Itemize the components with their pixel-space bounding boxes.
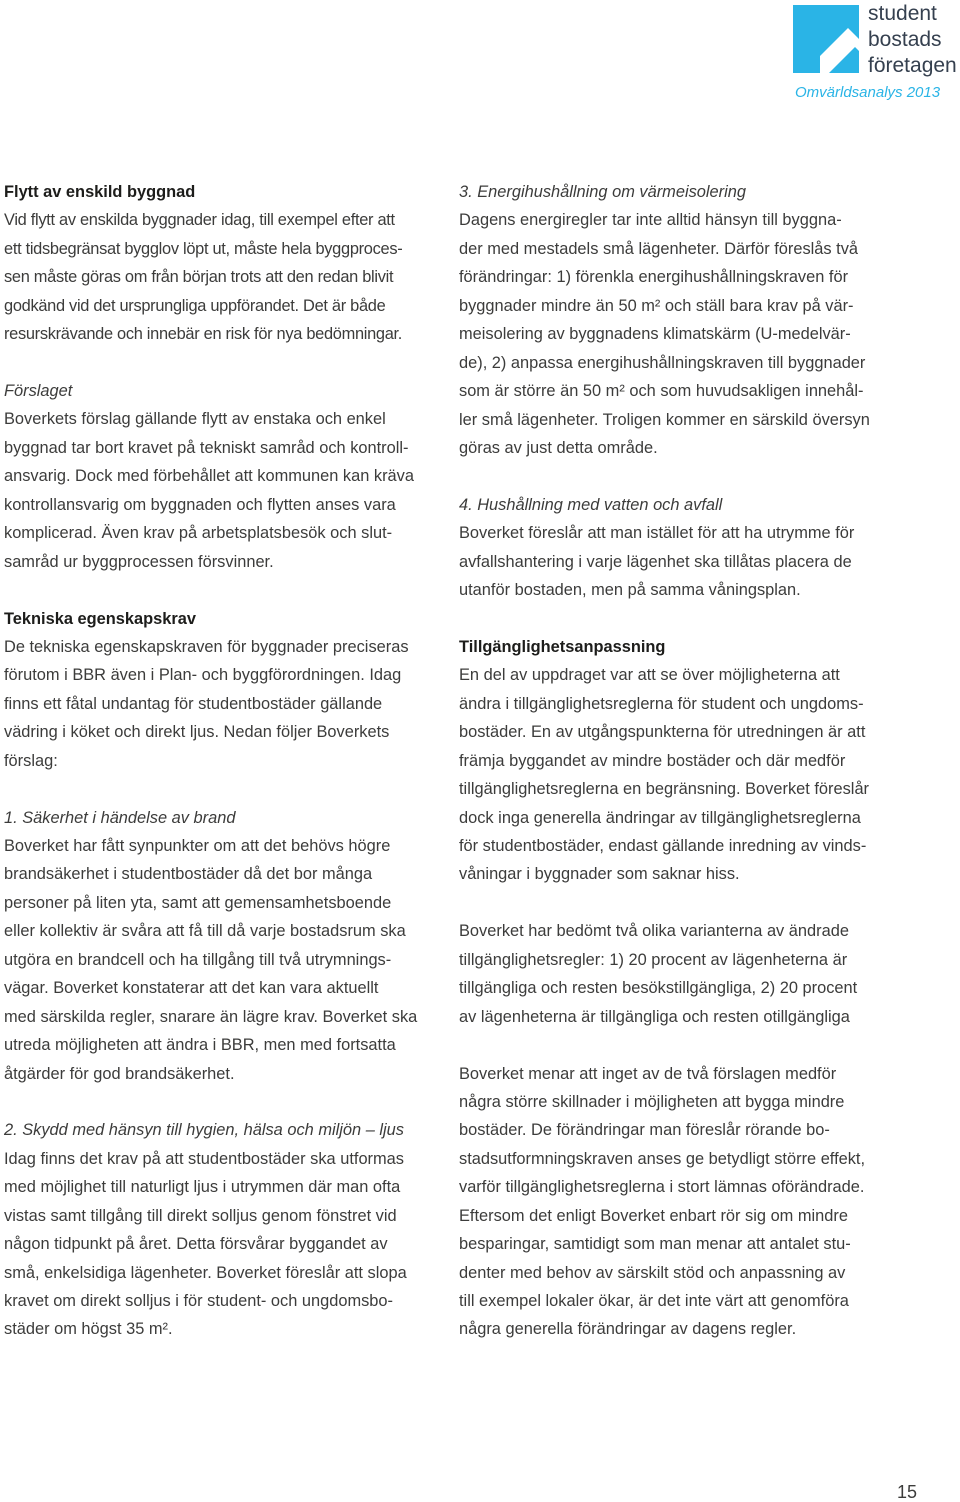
- body-text-line: godkänd vid det ursprungliga uppförandet. Det är både: [4, 296, 386, 315]
- body-text-line: någon tidpunkt på året. Detta försvårar byggandet av: [4, 1235, 388, 1254]
- body-text-line: Eftersom det enligt Boverket enbart rör sig om mindre: [459, 1206, 848, 1225]
- body-text-line: små, enkelsidiga lägenheter. Boverket föreslår att slopa: [4, 1263, 407, 1282]
- body-text-line: eller kollektiv är svåra att få till då varje bostadsrum ska: [4, 922, 406, 941]
- body-text-line: Idag finns det krav på att studentbostäder ska utformas: [4, 1149, 404, 1168]
- logo-shape: [829, 47, 859, 73]
- body-text-line: komplicerad. Även krav på arbetsplatsbesök och slut-: [4, 524, 393, 543]
- body-text-line: med möjlighet till naturligt ljus i utrymmen där man ofta: [4, 1178, 401, 1197]
- body-text-line: vägar. Boverket konstaterar att det kan vara aktuellt: [4, 979, 379, 998]
- body-text-line: av lägenheterna är tillgängliga och resten otillgängliga: [459, 1007, 850, 1026]
- body-text-line: vädring i köket och direkt ljus. Nedan följer Boverkets: [4, 723, 390, 742]
- body-text-line: några generella förändringar av dagens regler.: [459, 1320, 797, 1339]
- body-text-line: Boverkets förslag gällande flytt av enstaka och enkel: [4, 410, 386, 429]
- text-section: [459, 491, 939, 605]
- left-column: [4, 178, 444, 1344]
- body-text-line: meisolering av byggnadens klimatskärm (U-medelvär-: [459, 325, 851, 344]
- right-column: [459, 178, 939, 1344]
- logo-word-foretagen: företagen: [868, 54, 957, 77]
- body-text-line: ett tidsbegränsat bygglov löpt ut, måste hela byggproces-: [4, 239, 403, 258]
- body-text-line: ler små lägenheter. Troligen kommer en särskild översyn: [459, 410, 870, 429]
- body-text-line: Boverket har fått synpunkter om att det behövs högre: [4, 837, 391, 856]
- body-text-line: utreda möjligheten att ändra i BBR, men med fortsatta: [4, 1036, 396, 1055]
- text-section: [4, 377, 444, 576]
- text-section: [459, 917, 939, 1031]
- body-text-line: Boverket har bedömt två olika varianterna av ändrade: [459, 922, 849, 941]
- body-text-line: ansvarig. Dock med förbehållet att kommunen kan kräva: [4, 467, 414, 486]
- body-text-line: finns ett fåtal undantag för studentbostäder gällande: [4, 694, 383, 713]
- logo-word-bostads: bostads: [868, 28, 942, 51]
- body-text-line: stadsutformningskraven anses ge betydligt större effekt,: [459, 1149, 866, 1168]
- body-text-line: förutom i BBR även i Plan- och byggförordningen. Idag: [4, 666, 402, 685]
- subsection-heading: 2. Skydd med hänsyn till hygien, hälsa och miljön – ljus: [4, 1121, 404, 1140]
- body-text-line: dock inga generella ändringar av tillgänglighetsreglerna: [459, 808, 861, 827]
- body-text-line: varför tillgänglighetsreglerna i stort lämnas oförändrade.: [459, 1178, 865, 1197]
- body-text-line: avfallshantering i varje lägenhet ska tillåtas placera de: [459, 552, 852, 571]
- body-text-line: bostäder. En av utgångspunkterna för utredningen är att: [459, 723, 866, 742]
- body-text-line: Boverket menar att inget av de två förslagen medför: [459, 1064, 837, 1083]
- body-text-line: byggnader mindre än 50 m² och ställ bara krav på vär-: [459, 296, 854, 315]
- body-text-line: En del av uppdraget var att se över möjligheterna att: [459, 666, 840, 685]
- body-text-line: utanför bostaden, men på samma våningsplan.: [459, 581, 801, 600]
- body-text-line: der med mestadels små lägenheter. Därför föreslås två: [459, 239, 859, 258]
- text-section: [459, 178, 939, 462]
- body-text-line: personer på liten yta, samt att gemensamhetsboende: [4, 893, 392, 912]
- body-text-line: främja byggandet av mindre bostäder och där medför: [459, 751, 846, 770]
- body-text-line: kontrollansvarig om byggnaden och flytten anses vara: [4, 495, 396, 514]
- body-text-line: Boverket föreslår att man istället för att ha utrymme för: [459, 524, 855, 543]
- body-text-line: de), 2) anpassa energihushållningskraven till byggnader: [459, 353, 866, 372]
- body-text-line: för studentbostäder, endast gällande inredning av vinds-: [459, 837, 867, 856]
- body-text-line: besparingar, samtidigt som man menar att antalet stu-: [459, 1235, 851, 1254]
- subsection-heading: 1. Säkerhet i händelse av brand: [4, 808, 236, 827]
- body-text-line: åtgärder för god brandsäkerhet.: [4, 1064, 235, 1083]
- subsection-heading: Förslaget: [4, 382, 73, 401]
- body-text-line: förslag:: [4, 751, 58, 770]
- text-section: [4, 804, 444, 1088]
- body-text-line: till exempel lokaler ökar, är det inte värt att genomföra: [459, 1292, 849, 1310]
- body-text-line: resurskrävande och innebär en risk för nya bedömningar.: [4, 325, 403, 344]
- body-text-line: kravet om direkt solljus i för student- och ungdomsbo-: [4, 1292, 393, 1310]
- body-text-line: samråd ur byggprocessen försvinner.: [4, 552, 274, 571]
- body-text-line: denter med behov av särskilt stöd och anpassning av: [459, 1263, 846, 1282]
- arrow-logo-icon: [793, 5, 859, 73]
- text-section: [4, 178, 444, 349]
- body-text-line: byggnad tar bort kravet på tekniskt samråd och kontroll-: [4, 438, 409, 457]
- logo-word-student: student: [868, 2, 937, 25]
- subsection-heading: 3. Energihushållning om värmeisolering: [459, 183, 746, 201]
- text-section: [459, 633, 939, 889]
- text-section: [459, 1060, 939, 1344]
- body-text-line: tillgänglighetsregler: 1) 20 procent av lägenheterna är: [459, 950, 848, 969]
- body-text-line: bostäder. De förändringar man föreslår rörande bo-: [459, 1121, 830, 1140]
- body-text-line: sen måste göras om från början trots att den redan blivit: [4, 268, 394, 287]
- body-text-line: tillgänglighetsreglerna en begränsning. Boverket föreslår: [459, 780, 870, 799]
- section-heading: Tillgänglighetsanpassning: [459, 637, 666, 656]
- body-text-line: våningar i byggnader som saknar hiss.: [459, 865, 740, 884]
- body-text-line: brandsäkerhet i studentbostäder då det bor många: [4, 865, 373, 884]
- body-text-line: tillgängliga och resten besökstillgängliga, 2) 20 procent: [459, 979, 858, 998]
- body-text-line: ändra i tillgänglighetsreglerna för student och ungdoms-: [459, 694, 864, 713]
- body-text-line: Vid flytt av enskilda byggnader idag, till exempel efter att: [4, 211, 395, 230]
- body-text-line: städer om högst 35 m².: [4, 1320, 173, 1339]
- body-text-line: göras av just detta område.: [459, 438, 658, 457]
- text-section: [4, 1116, 444, 1344]
- body-text-line: några större skillnader i möjligheten att bygga mindre: [459, 1092, 845, 1111]
- body-text-line: utgöra en brandcell och ha tillgång till två utrymnings-: [4, 950, 392, 969]
- text-section: [4, 605, 444, 776]
- section-heading: Tekniska egenskapskrav: [4, 609, 196, 628]
- section-heading: Flytt av enskild byggnad: [4, 183, 196, 201]
- logo-wordmark: [868, 1, 957, 79]
- body-text-line: Dagens energiregler tar inte alltid hänsyn till byggna-: [459, 211, 842, 230]
- body-text-line: De tekniska egenskapskraven för byggnader preciseras: [4, 637, 409, 656]
- body-text-line: med särskilda regler, snarare än lägre krav. Boverket ska: [4, 1007, 418, 1026]
- subsection-heading: 4. Hushållning med vatten och avfall: [459, 495, 723, 514]
- report-title: Omvärldsanalys 2013: [795, 84, 941, 101]
- body-text-line: vistas samt tillgång till direkt solljus genom fönstret vid: [4, 1206, 397, 1225]
- page-number: 15: [897, 1482, 918, 1502]
- body-text-line: förändringar: 1) förenkla energihushållningskraven för: [459, 268, 849, 287]
- body-text-line: som är större än 50 m² och som huvudsakligen innehål-: [459, 382, 864, 401]
